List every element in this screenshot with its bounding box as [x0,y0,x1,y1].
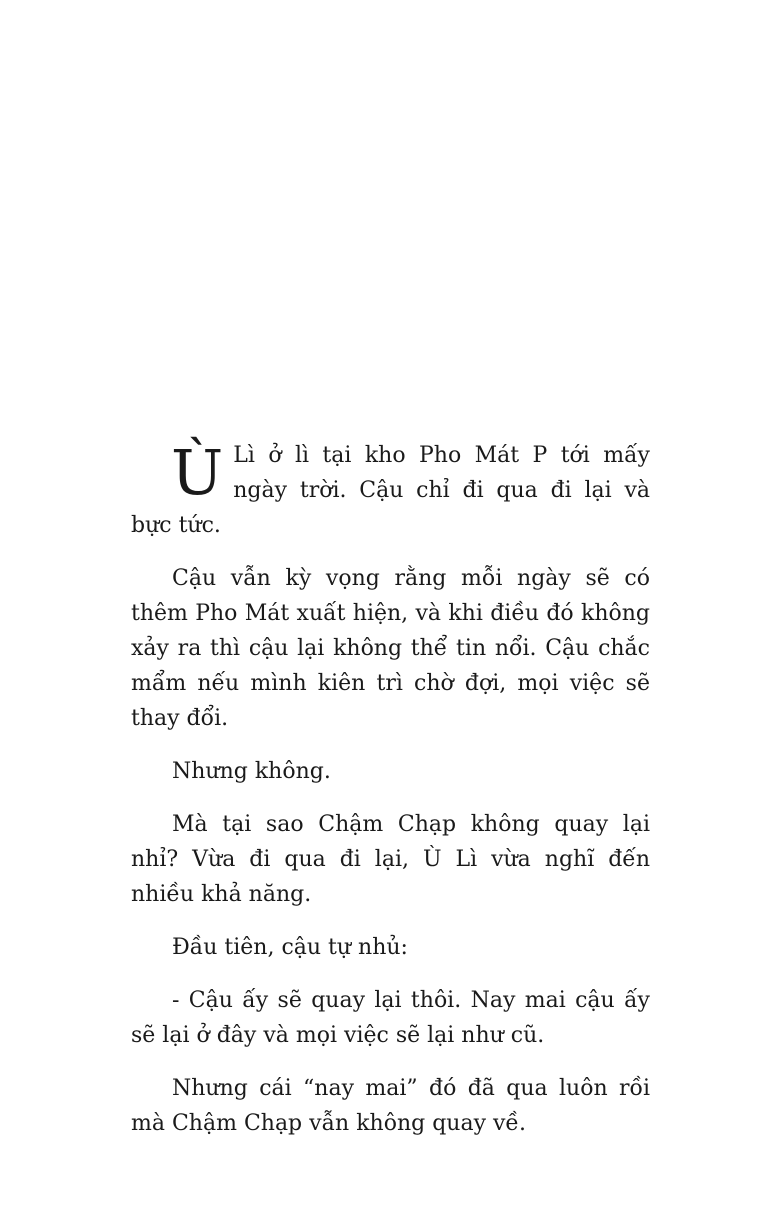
paragraph-1-text: Lì ở lì tại kho Pho Mát P tới mấy ngày trời. Cậu chỉ đi qua đi lại và bực tức. [131,443,650,538]
paragraph-6: - Cậu ấy sẽ quay lại thôi. Nay mai cậu ấy sẽ lại ở đây và mọi việc sẽ lại như cũ. [131,988,650,1048]
paragraph-4: Mà tại sao Chậm Chạp không quay lại nhỉ? Vừa đi qua đi lại, Ù Lì vừa nghĩ đến nhiều khả năng. [131,812,650,907]
paragraph-1 [131,438,650,543]
paragraph-3: Nhưng không. [172,759,331,784]
drop-cap: Ù [171,436,224,509]
paragraph-2: Cậu vẫn kỳ vọng rằng mỗi ngày sẽ có thêm Pho Mát xuất hiện, và khi điều đó không xảy ra thì cậu lại không thể tin nổi. Cậu chắc mẩm nếu mình kiên trì chờ đợi, mọi việc sẽ thay đổi. [131,566,650,731]
body-text [131,438,650,1159]
paragraph-5: Đầu tiên, cậu tự nhủ: [172,935,408,960]
paragraph-7: Nhưng cái “nay mai” đó đã qua luôn rồi mà Chậm Chạp vẫn không quay về. [131,1076,650,1136]
